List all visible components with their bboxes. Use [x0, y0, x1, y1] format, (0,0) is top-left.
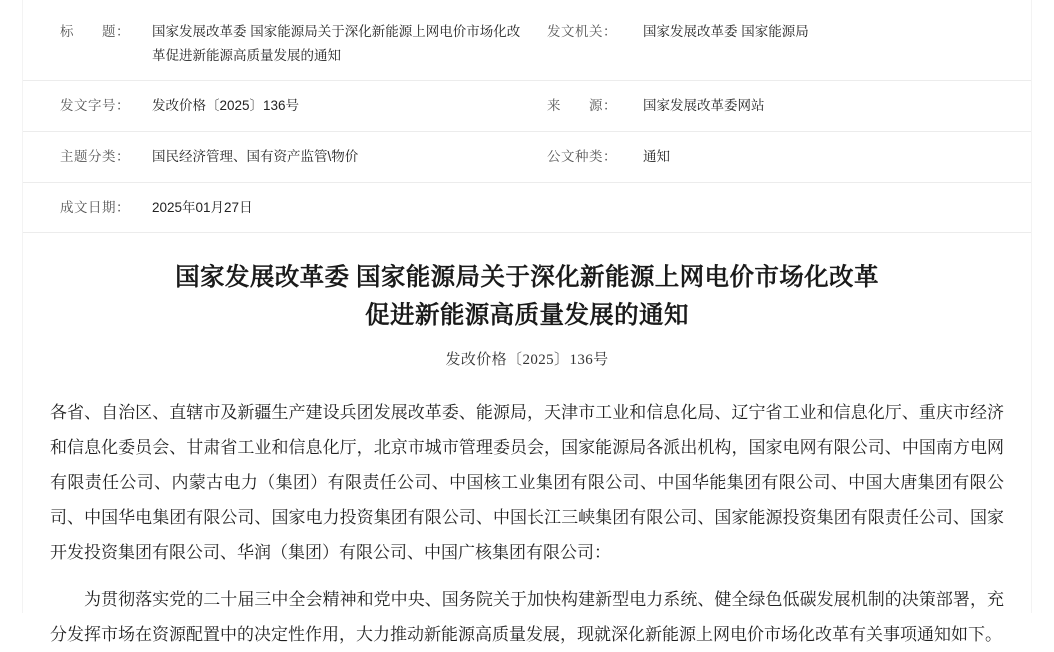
document-metadata-table	[22, 0, 1032, 233]
meta-value-category: 国民经济管理、国有资产监管\物价	[152, 148, 359, 164]
document-content	[22, 233, 1032, 652]
document-number: 发改价格〔2025〕136号	[445, 352, 609, 369]
meta-label-source: 来 源：	[547, 98, 617, 114]
table-row	[22, 131, 1032, 182]
table-row	[22, 182, 1032, 233]
page-left-rule	[22, 0, 23, 623]
meta-value-source: 国家发展改革委网站	[643, 98, 765, 114]
meta-label-date: 成文日期：	[60, 199, 130, 215]
document-paragraph-intro: 为贯彻落实党的二十届三中全会精神和党中央、国务院关于加快构建新型电力系统、健全绿色低碳发展机制的决策部署，充分发挥市场在资源配置中的决定性作用，大力推动新能源高质量发展，现就深化新能源上网电价市场化改革有关事项通知如下。	[50, 590, 1004, 645]
page-right-rule	[1031, 0, 1032, 623]
meta-value-doctype: 通知	[643, 148, 670, 164]
meta-label-category: 主题分类：	[60, 148, 130, 164]
meta-value-date: 2025年01月27日	[152, 199, 253, 215]
meta-label-docnumber: 发文字号：	[60, 98, 130, 114]
meta-value-title: 国家发展改革委 国家能源局关于深化新能源上网电价市场化改革促进新能源高质量发展的通知	[152, 24, 521, 63]
meta-label-title: 标 题：	[60, 24, 130, 39]
meta-value-docnumber: 发改价格〔2025〕136号	[152, 98, 300, 114]
document-title-line-1: 国家发展改革委 国家能源局关于深化新能源上网电价市场化改革	[175, 264, 879, 292]
meta-label-doctype: 公文种类：	[547, 148, 617, 164]
page-title	[22, 259, 1032, 335]
meta-value-issuer: 国家发展改革委 国家能源局	[643, 24, 809, 39]
document-title-line-2: 促进新能源高质量发展的通知	[365, 302, 689, 330]
meta-label-issuer: 发文机关：	[547, 24, 617, 39]
table-row	[22, 0, 1032, 81]
meta-label-empty	[541, 182, 643, 233]
table-row	[22, 81, 1032, 132]
document-paragraph-recipients: 各省、自治区、直辖市及新疆生产建设兵团发展改革委、能源局，天津市工业和信息化局、辽宁省工业和信息化厅、重庆市经济和信息化委员会、甘肃省工业和信息化厅，北京市城市管理委员会，国家能源局各派出机构，国家电网有限公司、中国南方电网有限责任公司、内蒙古电力（集团）有限责任公司、中国核工业集团有限公司、中国华能集团有限公司、中国大唐集团有限公司、中国华电集团有限公司、国家电力投资集团有限公司、中国长江三峡集团有限公司、国家能源投资集团有限责任公司、国家开发投资集团有限公司、华润（集团）有限公司、中国广核集团有限公司：	[50, 403, 1004, 563]
page-bottom-mask	[0, 613, 1054, 623]
meta-value-empty	[643, 182, 1032, 233]
